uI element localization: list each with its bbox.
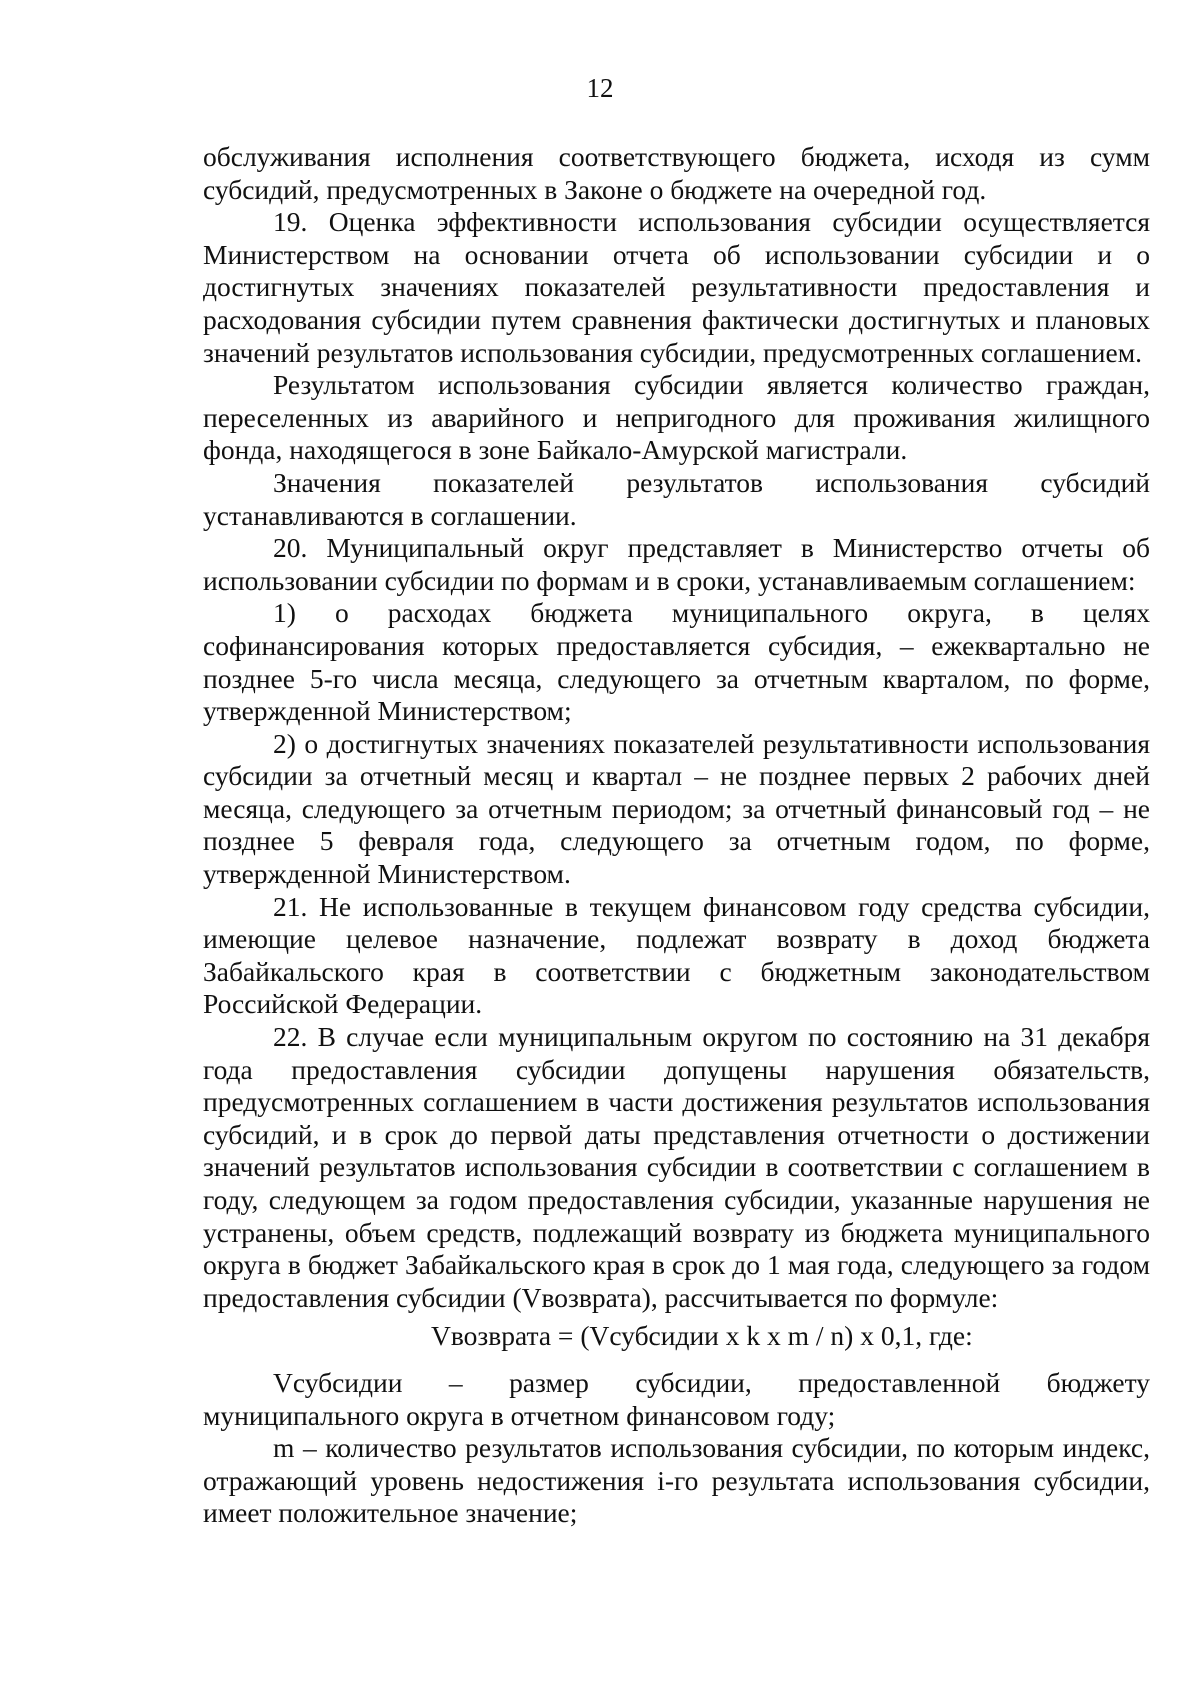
definition-m: m – количество результатов использования субсидии, по которым индекс, отражающий уровень недостижения i-го результата использования субсидии, имеет положительное значение; <box>203 1432 1150 1529</box>
paragraph-20: 20. Муниципальный округ представляет в Министерство отчеты об использовании субсидии по формам и в сроки, устанавливаемым соглашением: <box>203 532 1150 596</box>
paragraph-continuation: обслуживания исполнения соответствующего бюджета, исходя из сумм субсидий, предусмотренных в Законе о бюджете на очередной год. <box>203 141 1150 205</box>
definition-v-subsidy: Vсубсидии – размер субсидии, предоставленной бюджету муниципального округа в отчетном финансовом году; <box>203 1366 1150 1431</box>
paragraph-22: 22. В случае если муниципальным округом по состоянию на 31 декабря года предоставления субсидии допущены нарушения обязательств, предусмотренных соглашением в части достижения результатов использования субсидий, и в срок до первой даты представления отчетности о достижении значений результатов использования субсидии в соответствии с соглашением в году, следующем за годом предоставления субсидии, указанные нарушения не устранены, объем средств, подлежащий возврату из бюджета муниципального округа в бюджет Забайкальского края в срок до 1 мая года, следующего за годом предоставления субсидии (Vвозврата), рассчитывается по формуле: <box>203 1021 1150 1313</box>
document-body <box>203 141 1150 1530</box>
paragraph-indicator-values: Значения показателей результатов использования субсидий устанавливаются в соглашении. <box>203 466 1150 531</box>
paragraph-20-item-1: 1) о расходах бюджета муниципального округа, в целях софинансирования которых предоставляется субсидия, – ежеквартально не позднее 5-го числа месяца, следующего за отчетным кварталом, по форме, утвержденной Министерством; <box>203 597 1150 727</box>
paragraph-21: 21. Не использованные в текущем финансовом году средства субсидии, имеющие целевое назначение, подлежат возврату в доход бюджета Забайкальского края в соответствии с бюджетным законодательством Российской Федерации. <box>203 890 1150 1020</box>
formula: Vвозврата = (Vсубсидии х k x m / n) x 0,1, где: <box>431 1320 973 1352</box>
paragraph-result: Результатом использования субсидии является количество граждан, переселенных из аварийного и непригодного для проживания жилищного фонда, находящегося в зоне Байкало-Амурской магистрали. <box>203 369 1150 466</box>
page-number: 12 <box>586 73 614 103</box>
paragraph-20-item-2: 2) о достигнутых значениях показателей результативности использования субсидии за отчетный месяц и квартал – не позднее первых 2 рабочих дней месяца, следующего за отчетным периодом; за отчетный финансовый год – не позднее 5 февраля года, следующего за отчетным годом, по форме, утвержденной Министерством. <box>203 727 1150 890</box>
paragraph-19: 19. Оценка эффективности использования субсидии осуществляется Министерством на основании отчета об использовании субсидии и о достигнутых значениях показателей результативности предоставления и расходования субсидии путем сравнения фактически достигнутых и плановых значений результатов использования субсидии, предусмотренных соглашением. <box>203 206 1150 368</box>
